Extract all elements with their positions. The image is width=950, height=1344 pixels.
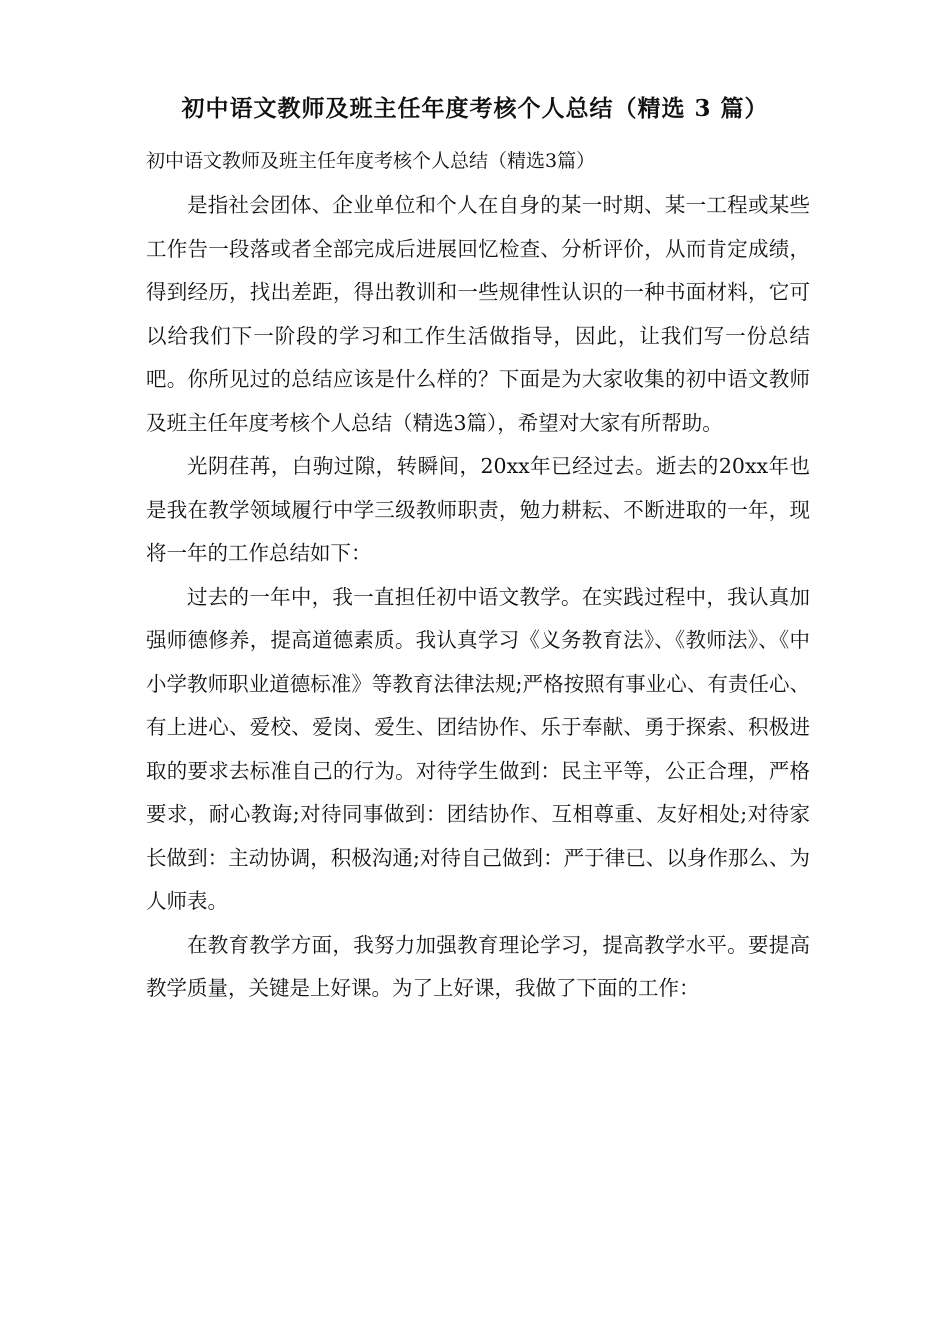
- paragraph-time-passing: 光阴荏苒，白驹过隙，转瞬间，20xx年已经过去。逝去的20xx年也是我在教学领域履行中学三级教师职责，勉力耕耘、不断进取的一年，现将一年的工作总结如下：: [146, 454, 810, 565]
- paragraph-intro: 是指社会团体、企业单位和个人在自身的某一时期、某一工程或某些工作告一段落或者全部完成后进展回忆检查、分析评价，从而肯定成绩，得到经历，找出差距，得出教训和一些规律性认识的一种书面材料，它可以给我们下一阶段的学习和工作生活做指导，因此，让我们写一份总结吧。你所见过的总结应该是什么样的？下面是为大家收集的初中语文教师及班主任年度考核个人总结（精选3篇），希望对大家有所帮助。: [146, 193, 810, 435]
- document-title: 初中语文教师及班主任年度考核个人总结（精选 3 篇）: [181, 95, 769, 122]
- paragraph-teaching-work: 在教育教学方面，我努力加强教育理论学习，提高教学水平。要提高教学质量，关键是上好课。为了上好课，我做了下面的工作：: [146, 932, 810, 1000]
- document-subtitle: 初中语文教师及班主任年度考核个人总结（精选3篇）: [146, 150, 596, 172]
- paragraph-teacher-ethics: 过去的一年中，我一直担任初中语文教学。在实践过程中，我认真加强师德修养，提高道德素质。我认真学习《义务教育法》、《教师法》、《中小学教师职业道德标准》等教育法律法规;严格按照有事业心、有责任心、有上进心、爱校、爱岗、爱生、团结协作、乐于奉献、勇于探索、积极进取的要求去标准自己的行为。对待学生做到：民主平等，公正合理，严格要求，耐心教诲;对待同事做到：团结协作、互相尊重、友好相处;对待家长做到：主动协调，积极沟通;对待自己做到：严于律已、以身作那么、为人师表。: [146, 584, 810, 913]
- document-body: [146, 184, 810, 1011]
